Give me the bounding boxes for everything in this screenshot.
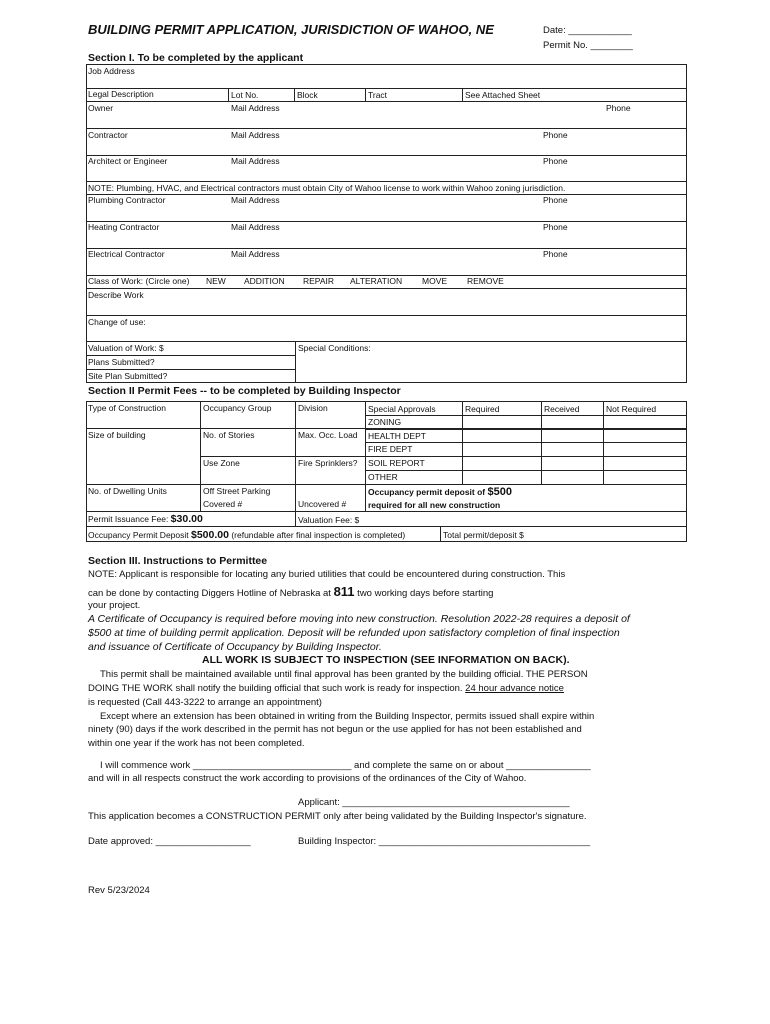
deposit-notice-text: Occupancy permit deposit of bbox=[368, 487, 488, 497]
occ-deposit-note: (refundable after final inspection is completed) bbox=[228, 530, 406, 540]
deposit-notice-line2: required for all new construction bbox=[368, 500, 501, 510]
instructions-p2-line3: within one year if the work has not been completed. bbox=[88, 738, 305, 749]
contractor-phone[interactable]: Phone bbox=[543, 130, 568, 140]
permit-issuance-fee bbox=[88, 513, 203, 525]
approval-soil-report: SOIL REPORT bbox=[368, 458, 425, 468]
uncovered-parking[interactable]: Uncovered # bbox=[298, 499, 347, 509]
dwelling-units[interactable]: No. of Dwelling Units bbox=[88, 486, 167, 496]
lot-no-field[interactable]: Lot No. bbox=[231, 90, 259, 100]
instructions-p2-line2: ninety (90) days if the work described in the permit has not begun or the use applied for has not been established and bbox=[88, 724, 582, 735]
no-of-stories[interactable]: No. of Stories bbox=[203, 430, 255, 440]
utility-note-text-end: two working days before starting bbox=[354, 588, 494, 599]
utility-note-line1: NOTE: Applicant is responsible for locating any buried utilities that could be encountered during construction. This bbox=[88, 569, 566, 580]
architect-phone[interactable]: Phone bbox=[543, 156, 568, 166]
change-of-use-field[interactable]: Change of use: bbox=[88, 317, 146, 327]
tract-field[interactable]: Tract bbox=[368, 90, 388, 100]
electrical-mail-address[interactable]: Mail Address bbox=[231, 249, 280, 259]
class-new-option[interactable]: NEW bbox=[206, 276, 226, 286]
building-inspector-field[interactable]: Building Inspector: ________________________________________ bbox=[298, 836, 591, 847]
division[interactable]: Division bbox=[298, 403, 328, 413]
diggers-hotline-number: 811 bbox=[333, 584, 355, 599]
owner-phone[interactable]: Phone bbox=[606, 103, 631, 113]
revision-date: Rev 5/23/2024 bbox=[88, 885, 150, 896]
certificate-line2: $500 at time of building permit application. Deposit will be refunded upon satisfactory completion of final inspection bbox=[88, 627, 620, 639]
class-alteration-option[interactable]: ALTERATION bbox=[350, 276, 403, 286]
certificate-line1: A Certificate of Occupancy is required before moving into new construction. Resolution 2022-28 requires a deposit of bbox=[88, 613, 630, 625]
fire-sprinklers[interactable]: Fire Sprinklers? bbox=[298, 458, 358, 468]
certificate-line3: and issuance of Certificate of Occupancy by Building Inspector. bbox=[88, 641, 382, 653]
instructions-p1-line2 bbox=[88, 683, 564, 694]
approval-fire-dept: FIRE DEPT bbox=[368, 444, 413, 454]
section1-heading: Section I. To be completed by the applicant bbox=[88, 52, 304, 64]
plumbing-phone[interactable]: Phone bbox=[543, 195, 568, 205]
covered-parking[interactable]: Covered # bbox=[203, 499, 243, 509]
required-header: Required bbox=[465, 404, 500, 414]
electrical-contractor-field[interactable]: Electrical Contractor bbox=[88, 249, 165, 259]
class-move-option[interactable]: MOVE bbox=[422, 276, 448, 286]
received-header: Received bbox=[544, 404, 580, 414]
use-zone[interactable]: Use Zone bbox=[203, 458, 240, 468]
off-street-parking: Off Street Parking bbox=[203, 486, 271, 496]
special-approvals-header: Special Approvals bbox=[368, 404, 436, 414]
permit-no-field[interactable]: Permit No. ________ bbox=[543, 40, 633, 51]
occ-deposit-amount: $500.00 bbox=[190, 529, 229, 541]
issuance-fee-amount: $30.00 bbox=[170, 513, 203, 525]
electrical-phone[interactable]: Phone bbox=[543, 249, 568, 259]
valuation-field[interactable]: Valuation of Work: $ bbox=[88, 343, 164, 353]
block-field[interactable]: Block bbox=[297, 90, 318, 100]
heating-mail-address[interactable]: Mail Address bbox=[231, 222, 280, 232]
class-repair-option[interactable]: REPAIR bbox=[303, 276, 335, 286]
instructions-p1-text: DOING THE WORK shall notify the building official that such work is ready for inspection. bbox=[88, 683, 466, 694]
approval-health-dept: HEALTH DEPT bbox=[368, 431, 426, 441]
class-of-work-label: Class of Work: (Circle one) bbox=[88, 276, 190, 286]
plans-submitted-field[interactable]: Plans Submitted? bbox=[88, 357, 155, 367]
utility-note-line2 bbox=[88, 584, 493, 599]
owner-mail-address[interactable]: Mail Address bbox=[231, 103, 280, 113]
section2-heading: Section II Permit Fees -- to be completed by Building Inspector bbox=[88, 385, 401, 397]
job-address-field[interactable]: Job Address bbox=[88, 66, 135, 76]
form-title: BUILDING PERMIT APPLICATION, JURISDICTION OF WAHOO, NE bbox=[88, 22, 494, 37]
approval-other: OTHER bbox=[368, 472, 398, 482]
utility-note-line3: your project. bbox=[88, 600, 141, 611]
architect-field[interactable]: Architect or Engineer bbox=[88, 156, 168, 166]
plumbing-contractor-field[interactable]: Plumbing Contractor bbox=[88, 195, 166, 205]
class-addition-option[interactable]: ADDITION bbox=[244, 276, 285, 286]
occ-deposit-label: Occupancy Permit Deposit bbox=[88, 530, 191, 540]
class-remove-option[interactable]: REMOVE bbox=[467, 276, 504, 286]
size-of-building[interactable]: Size of building bbox=[88, 430, 146, 440]
special-conditions-field[interactable]: Special Conditions: bbox=[298, 343, 371, 353]
license-note: NOTE: Plumbing, HVAC, and Electrical contractors must obtain City of Wahoo license to work within Wahoo zoning jurisdiction. bbox=[88, 183, 566, 193]
max-occ-load[interactable]: Max. Occ. Load bbox=[298, 430, 358, 440]
instructions-p1-line1: This permit shall be maintained available until final approval has been granted by the building official. THE PERSON bbox=[100, 669, 588, 680]
issuance-fee-label: Permit Issuance Fee: bbox=[88, 514, 171, 524]
deposit-notice bbox=[368, 486, 512, 498]
date-field[interactable]: Date: ____________ bbox=[543, 25, 632, 36]
site-plan-field[interactable]: Site Plan Submitted? bbox=[88, 371, 168, 381]
advance-notice: 24 hour advance notice bbox=[465, 683, 564, 694]
not-required-header: Not Required bbox=[606, 404, 657, 414]
instructions-p1-line3: is requested (Call 443-3222 to arrange an appointment) bbox=[88, 697, 322, 708]
applicant-signature[interactable]: Applicant: ___________________________________________ bbox=[298, 797, 570, 808]
approval-zoning: ZONING bbox=[368, 417, 402, 427]
see-attached-field[interactable]: See Attached Sheet bbox=[465, 90, 541, 100]
type-of-construction[interactable]: Type of Construction bbox=[88, 403, 166, 413]
construction-permit-note: This application becomes a CONSTRUCTION PERMIT only after being validated by the Building Inspector's signature. bbox=[88, 811, 587, 822]
heating-phone[interactable]: Phone bbox=[543, 222, 568, 232]
occupancy-group[interactable]: Occupancy Group bbox=[203, 403, 272, 413]
deposit-notice-amount: $500 bbox=[487, 486, 512, 498]
plumbing-mail-address[interactable]: Mail Address bbox=[231, 195, 280, 205]
contractor-mail-address[interactable]: Mail Address bbox=[231, 130, 280, 140]
valuation-fee[interactable]: Valuation Fee: $ bbox=[298, 515, 360, 525]
heating-contractor-field[interactable]: Heating Contractor bbox=[88, 222, 160, 232]
total-permit-deposit[interactable]: Total permit/deposit $ bbox=[443, 530, 524, 540]
section1-table bbox=[86, 64, 687, 383]
legal-description-field[interactable]: Legal Description bbox=[88, 89, 154, 99]
commence-work-line2: and will in all respects construct the work according to provisions of the ordinances of the City of Wahoo. bbox=[88, 773, 527, 784]
date-approved-field[interactable]: Date approved: __________________ bbox=[88, 836, 251, 847]
owner-field[interactable]: Owner bbox=[88, 103, 114, 113]
occupancy-permit-deposit bbox=[88, 529, 405, 541]
instructions-p2-line1: Except where an extension has been obtained in writing from the Building Inspector, permits issued shall expire within bbox=[100, 711, 595, 722]
utility-note-text: can be done by contacting Diggers Hotline of Nebraska at bbox=[88, 588, 334, 599]
section3-heading: Section III. Instructions to Permittee bbox=[88, 555, 268, 567]
inspection-notice: ALL WORK IS SUBJECT TO INSPECTION (SEE INFORMATION ON BACK). bbox=[202, 654, 570, 666]
commence-work-field[interactable]: I will commence work ______________________________ and complete the same on or about ________________ bbox=[100, 760, 591, 771]
architect-mail-address[interactable]: Mail Address bbox=[231, 156, 280, 166]
contractor-field[interactable]: Contractor bbox=[88, 130, 128, 140]
describe-work-field[interactable]: Describe Work bbox=[88, 290, 144, 300]
